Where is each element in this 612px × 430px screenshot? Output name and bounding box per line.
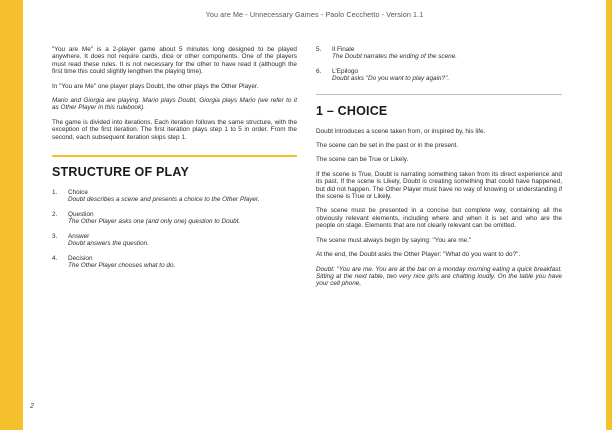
choice-paragraph: If the scene is True, Doubt is narrating something taken from its direct experience and its past. If the scene is Likely, Doubt is creating something that could have happened, but did not happen. The Other Player must have no way of knowing or understanding if the scene is True or Likely. — [316, 170, 562, 201]
right-column — [316, 46, 562, 295]
step-title: Question — [68, 210, 94, 218]
intro-paragraph-1: "You are Me" is a 2-player game about 5 minutes long designed to be played anywhere. It does not require cards, dice or other components. One of the players must read these rules. It is not necessary for the other to have read it (although the first time this could slightly lengthen the playing time). — [52, 46, 297, 76]
step-item — [52, 211, 297, 226]
steps-list-continued — [316, 46, 562, 83]
intro-paragraph-2: In "You are Me" one player plays Doubt, the other plays the Other Player. — [52, 82, 259, 90]
choice-paragraph: The scene can be set in the past or in the present. — [316, 142, 459, 150]
example-paragraph: Mario and Giorgia are playing. Mario plays Doubt, Giorgia plays Mario (we refer to it as Other Player in this rulebook). — [52, 97, 297, 112]
step-title: Answer — [68, 232, 90, 240]
choice-paragraph: The scene must always begin by saying: "You are me." — [316, 236, 472, 244]
choice-paragraph: The scene must be presented in a concise but complete way, containing all the obviously relevant elements, including where and when it is set and who are the people on stage. Elements that are not clearly relevant can be omitted. — [316, 207, 562, 230]
step-description: Doubt asks "Do you want to play again?". — [332, 75, 450, 83]
step-description: Doubt describes a scene and presents a choice to the Other Player. — [68, 196, 260, 204]
step-title: Choice — [68, 189, 88, 197]
section-divider — [316, 94, 562, 95]
step-number: 5. — [316, 46, 322, 53]
section-title-structure: STRUCTURE OF PLAY — [52, 165, 189, 180]
step-description: Doubt answers the question. — [68, 240, 149, 248]
step-number: 4. — [52, 254, 58, 262]
steps-list — [52, 189, 297, 269]
step-number: 3. — [52, 232, 58, 240]
section-title-choice: 1 – CHOICE — [316, 103, 388, 118]
choice-paragraph: At the end, the Doubt asks the Other Player: "What do you want to do?". — [316, 251, 521, 259]
step-item — [52, 233, 297, 248]
section-divider — [52, 155, 297, 157]
running-header: You are Me - Unnecessary Games - Paolo Cecchetto - Version 1.1 — [205, 10, 424, 19]
step-number: 1. — [52, 189, 58, 197]
iterations-paragraph: The game is divided into iterations. Each iteration follows the same structure, with the exception of the first iteration. The first iteration plays step 1 to 5 in order. From the second, each subsequent iteration skips step 1. — [52, 118, 297, 141]
step-number: 2. — [52, 210, 58, 218]
choice-paragraph: The scene can be True or Likely. — [316, 156, 409, 164]
step-item — [52, 189, 297, 204]
step-item — [316, 68, 562, 83]
page-edge-left — [0, 0, 23, 430]
step-item — [52, 255, 297, 270]
step-title: L'Epilogo — [332, 67, 359, 75]
step-title: Decision — [68, 254, 93, 262]
step-number: 6. — [316, 67, 322, 75]
left-column — [52, 46, 297, 276]
step-item — [316, 46, 562, 61]
choice-example: Doubt: "You are me. You are at the bar on a monday morning eating a quick breakfast. Sitting at the next table, two very nice girls are chatting loudly. On the table you have your cell phone, — [316, 265, 562, 288]
step-description: The Other Player chooses what to do. — [68, 261, 176, 269]
step-title: Il Finale — [332, 46, 355, 53]
choice-paragraph: Doubt introduces a scene taken from, or inspired by, his life. — [316, 127, 486, 135]
step-description: The Doubt narrates the ending of the scene. — [332, 53, 458, 61]
page-number: 2 — [30, 403, 34, 410]
step-description: The Other Player asks one (and only one) question to Doubt. — [68, 218, 241, 226]
page-edge-right — [606, 0, 612, 430]
